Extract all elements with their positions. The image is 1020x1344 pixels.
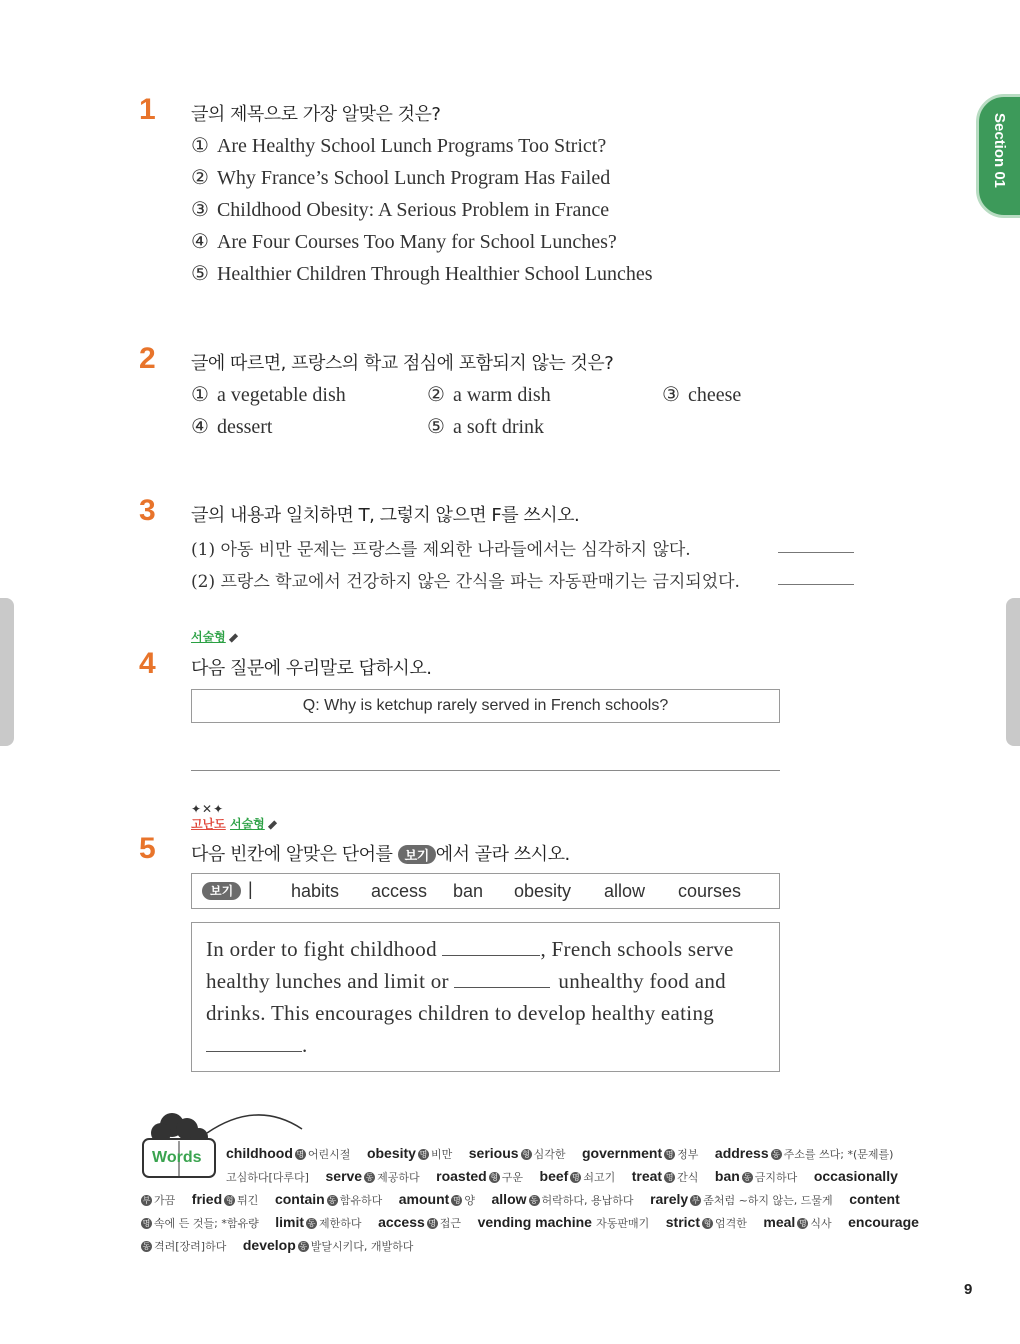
question-prompt: 글의 제목으로 가장 알맞은 것은?: [191, 104, 441, 125]
question-number: 4: [139, 647, 156, 680]
words-line-2: 고심하다[다루다] serve 동 제공하다 roasted 형 구운 beef 명 쇠고기 treat 명 간식 ban 동 금지하다 occasionally: [226, 1168, 898, 1184]
section-tab-label: Section 01: [991, 113, 1008, 189]
option-4[interactable]: ④ Are Four Courses Too Many for School Lunches?: [191, 231, 617, 253]
question-box: Q: Why is ketchup rarely served in French schools?: [191, 689, 780, 723]
bank-word: access: [371, 881, 428, 901]
words-line-1: childhood 명 어린시절 obesity 명 비만 serious 형 심각한 government 명 정부 address 동 주소를 쓰다; *(문제를): [226, 1145, 894, 1161]
option-3[interactable]: ③ Childhood Obesity: A Serious Problem in France: [191, 199, 610, 221]
passage-box: [191, 922, 780, 1072]
option-2[interactable]: ② Why France’s School Lunch Program Has Failed: [191, 167, 611, 189]
sparkle-icon: ✦✕✦: [191, 802, 225, 816]
option-5[interactable]: ⑤ a soft drink: [427, 416, 545, 438]
words-line-4: 명 속에 든 것들; *함유량 limit 동 제한하다 access 명 접근 vending machine 자동판매기 strict 형 엄격한 meal 명 식사 encourage: [142, 1214, 919, 1230]
passage-line-2: healthy lunches and limit or unhealthy food and: [206, 969, 726, 993]
descriptive-tag: 서술형: [191, 628, 238, 645]
question-number: 1: [139, 93, 156, 126]
question-number: 3: [139, 494, 156, 527]
passage-line-1: In order to fight childhood , French schools serve: [206, 937, 734, 961]
blank-2[interactable]: [454, 969, 550, 988]
tf-item-1: (1) 아동 비만 문제는 프랑스를 제외한 나라들에서는 심각하지 않다.: [191, 540, 691, 560]
answer-line[interactable]: [191, 770, 780, 771]
passage-line-3: drinks. This encourages children to develop healthy eating: [206, 1001, 715, 1025]
tf-answer-blank-2[interactable]: [778, 584, 854, 585]
descriptive-tag: 서술형: [230, 815, 277, 832]
difficulty-tag: 고난도: [191, 817, 226, 831]
option-3[interactable]: ③ cheese: [662, 384, 742, 406]
right-page-edge: [1006, 598, 1020, 746]
bank-word: courses: [678, 881, 742, 901]
question-number: 2: [139, 342, 156, 375]
question-prompt: 다음 질문에 우리말로 답하시오.: [191, 658, 432, 679]
word-bank: [191, 873, 780, 909]
tf-answer-blank-1[interactable]: [778, 552, 854, 553]
pencil-icon: [268, 820, 277, 829]
page-number: 9: [964, 1281, 973, 1298]
question-prompt: 글에 따르면, 프랑스의 학교 점심에 포함되지 않는 것은?: [191, 353, 614, 374]
option-2[interactable]: ② a warm dish: [427, 384, 551, 406]
option-1[interactable]: ① a vegetable dish: [191, 384, 346, 406]
bank-label: 보기: [202, 882, 241, 900]
section-tab: [976, 94, 1020, 218]
bank-word: habits: [291, 881, 340, 901]
blank-3[interactable]: [206, 1033, 302, 1052]
option-4[interactable]: ④ dessert: [191, 416, 273, 438]
bogi-pill: 보기: [398, 845, 436, 864]
bank-word: allow: [604, 881, 646, 901]
words-line-3: 부 가끔 fried 형 튀긴 contain 동 함유하다 amount 명 양 allow 동 허락하다, 용납하다 rarely 부 좀처럼 ~하지 않는, 드물게 content: [142, 1191, 900, 1207]
question-prompt: 다음 빈칸에 알맞은 단어를 보기 에서 골라 쓰시오.: [191, 844, 570, 865]
option-1[interactable]: ① Are Healthy School Lunch Programs Too Strict?: [191, 135, 607, 157]
option-5[interactable]: ⑤ Healthier Children Through Healthier School Lunches: [191, 263, 653, 285]
bank-divider: |: [248, 879, 253, 899]
bank-word: obesity: [514, 881, 572, 901]
question-number: 5: [139, 832, 156, 865]
words-line-5: 동 격려[장려]하다 develop 동 발달시키다, 개발하다: [142, 1237, 414, 1253]
blank-1[interactable]: [442, 937, 540, 956]
tf-item-2: (2) 프랑스 학교에서 건강하지 않은 간식을 파는 자동판매기는 금지되었다.: [191, 572, 740, 592]
words-label: Words: [152, 1149, 202, 1166]
question-prompt: 글의 내용과 일치하면 T, 그렇지 않으면 F를 쓰시오.: [191, 505, 580, 526]
pencil-icon: [229, 633, 238, 642]
left-page-edge: [0, 598, 14, 746]
passage-line-4: .: [206, 1033, 308, 1058]
bank-word: ban: [453, 881, 484, 901]
